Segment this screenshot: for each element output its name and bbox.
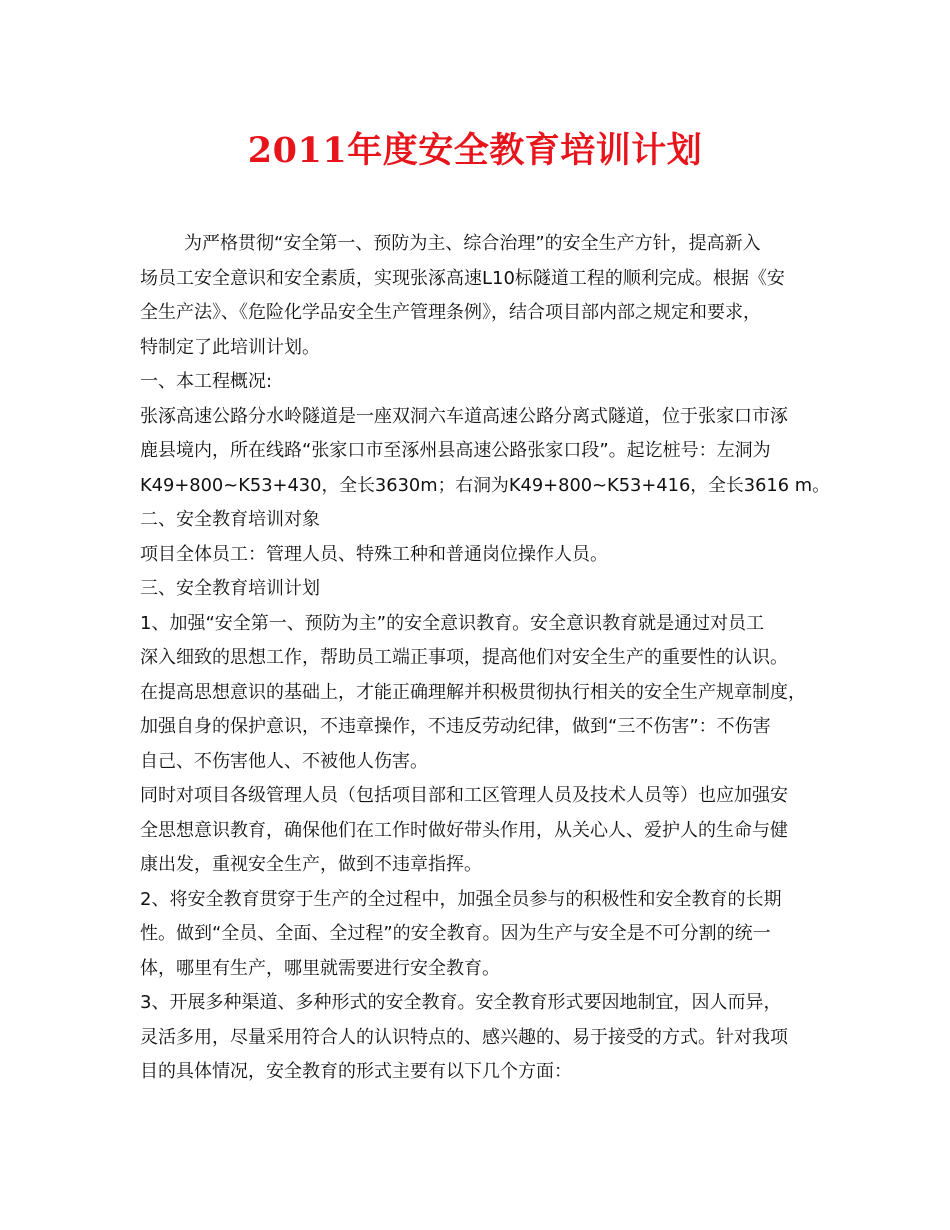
paragraph-line: 加强自身的保护意识，不违章操作，不违反劳动纪律，做到“三不伤害”：不伤害: [140, 716, 771, 737]
paragraph-line: 鹿县境内，所在线路“张家口市至涿州县高速公路张家口段”。起讫桩号：左洞为: [140, 440, 771, 461]
paragraph-line: 1、加强“安全第一、预防为主”的安全意识教育。安全意识教育就是通过对员工: [140, 612, 765, 634]
paragraph-line: 3、开展多种渠道、多种形式的安全教育。安全教育形式要因地制宜，因人而异，: [140, 992, 782, 1013]
paragraph-line: 为严格贯彻“安全第一、预防为主、综合治理”的安全生产方针，提高新入: [184, 233, 761, 254]
paragraph-line: 项目全体员工：管理人员、特殊工种和普通岗位操作人员。: [140, 543, 608, 565]
paragraph-line: 场员工安全意识和安全素质，实现张涿高速L10标隧道工程的顺利完成。根据《安: [140, 267, 785, 289]
paragraph-line: 一、本工程概况:: [140, 371, 273, 392]
paragraph-line: 自己、不伤害他人、不被他人伤害。: [140, 750, 428, 772]
paragraph-line: 深入细致的思想工作，帮助员工端正事项，提高他们对安全生产的重要性的认识。: [140, 647, 788, 668]
paragraph-line: 灵活多用，尽量采用符合人的认识特点的、感兴趣的、易于接受的方式。针对我项: [140, 1026, 788, 1048]
paragraph-line: 体，哪里有生产，哪里就需要进行安全教育。: [140, 957, 500, 979]
paragraph-line: 全生产法》、《危险化学品安全生产管理条例》，结合项目部内部之规定和要求，: [140, 302, 761, 323]
paragraph-line: 康出发，重视安全生产，做到不违章指挥。: [140, 854, 482, 875]
paragraph-line: 同时对项目各级管理人员（包括项目部和工区管理人员及技术人员等）也应加强安: [140, 785, 788, 806]
paragraph-line: 二、安全教育培训对象: [140, 509, 320, 530]
paragraph-line: 在提高思想意识的基础上，才能正确理解并积极贯彻执行相关的安全生产规章制度，: [140, 681, 806, 703]
paragraph-line: 性。做到“全员、全面、全过程”的安全教育。因为生产与安全是不可分割的统一: [140, 923, 771, 944]
document-title: 2011年度安全教育培训计划: [247, 130, 703, 171]
paragraph-line: 三、安全教育培训计划: [140, 578, 320, 599]
document-body: [140, 227, 830, 1090]
paragraph-line: 张涿高速公路分水岭隧道是一座双洞六车道高速公路分离式隧道，位于张家口市涿: [140, 405, 788, 427]
paragraph-line: 2、将安全教育贯穿于生产的全过程中，加强全员参与的积极性和安全教育的长期: [140, 888, 782, 910]
paragraph-line: K49+800~K53+430，全长3630m；右洞为K49+800~K53+416，全长3616 m。: [140, 474, 830, 496]
paragraph-line: 特制定了此培训计划。: [140, 336, 320, 358]
paragraph-line: 全思想意识教育，确保他们在工作时做好带头作用，从关心人、爱护人的生命与健: [140, 819, 788, 841]
paragraph-line: 目的具体情况，安全教育的形式主要有以下几个方面：: [140, 1061, 572, 1082]
